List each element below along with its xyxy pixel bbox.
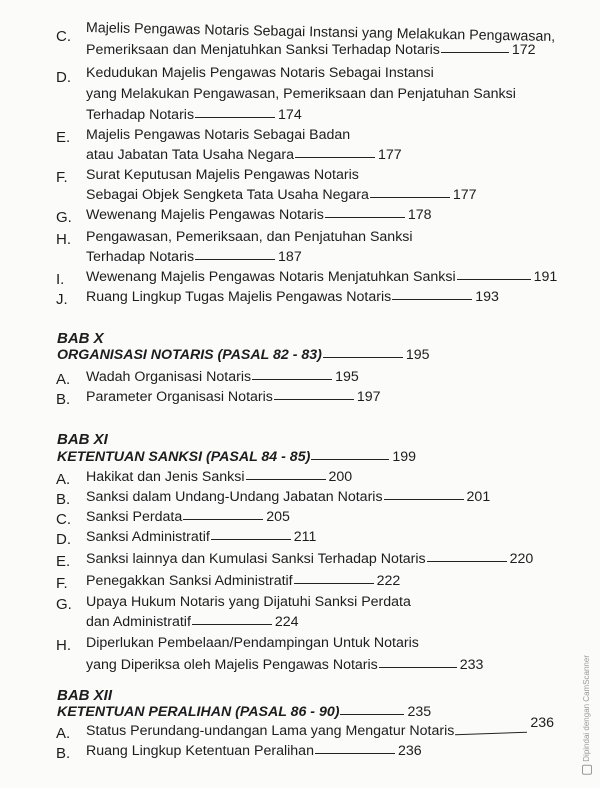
toc-entry-text: Wewenang Majelis Pengawas Notaris	[86, 207, 324, 223]
leader-line	[274, 399, 354, 400]
leader-line	[323, 357, 403, 358]
toc-entry-line	[86, 508, 290, 527]
toc-letter: D.	[56, 531, 71, 548]
toc-entry-line	[86, 106, 302, 125]
leader-line	[340, 714, 404, 715]
toc-page-number: 195	[335, 369, 359, 385]
chapter-title: KETENTUAN PERALIHAN (PASAL 86 - 90)	[57, 704, 340, 720]
leader-line	[192, 624, 272, 625]
chapter-title: KETENTUAN SANKSI (PASAL 84 - 85)	[57, 449, 311, 465]
toc-entry-line	[86, 742, 422, 761]
toc-letter: H.	[56, 231, 71, 248]
toc-entry-line	[86, 388, 381, 407]
toc-letter: B.	[56, 491, 71, 508]
toc-letter: B.	[56, 391, 71, 408]
toc-entry-text: yang Diperiksa oleh Majelis Pengawas Notaris	[86, 657, 378, 673]
scanner-watermark	[582, 655, 592, 775]
chapter-label: BAB XII	[57, 687, 113, 704]
toc-letter: F.	[56, 169, 68, 186]
toc-entry-line	[86, 268, 557, 287]
toc-entry-text: Status Perundang-undangan Lama yang Mengatur Notaris	[86, 723, 455, 739]
leader-line	[183, 519, 263, 520]
toc-entry-text: Sanksi Perdata	[86, 509, 183, 525]
toc-entry-text: Surat Keputusan Majelis Pengawas Notaris	[86, 167, 359, 183]
toc-page-number: 199	[392, 449, 416, 465]
camscanner-logo-icon	[582, 765, 592, 775]
leader-line	[195, 259, 275, 260]
toc-page-number: 224	[274, 614, 299, 630]
leader-line	[457, 279, 531, 280]
toc-entry-text: Terhadap Notaris	[86, 249, 195, 265]
toc-letter: C.	[56, 511, 71, 528]
toc-entry-line	[86, 613, 299, 632]
toc-letter: I.	[56, 271, 65, 288]
toc-page-number: 174	[278, 107, 302, 123]
toc-letter: E.	[56, 553, 71, 570]
toc-entry-line	[86, 488, 490, 507]
leader-line	[294, 583, 374, 584]
toc-entry-text: Wewenang Majelis Pengawas Notaris Menjatuhkan Sanksi	[86, 269, 456, 285]
toc-entry-line	[86, 146, 402, 165]
toc-page-number: 222	[376, 573, 401, 589]
toc-entry-line	[86, 656, 483, 675]
chapter-label: BAB X	[57, 330, 104, 347]
toc-page-number: 193	[475, 289, 499, 305]
toc-entry-text: atau Jabatan Tata Usaha Negara	[86, 147, 294, 163]
chapter-title: ORGANISASI NOTARIS (PASAL 82 - 83)	[57, 347, 322, 363]
toc-letter: A.	[56, 371, 71, 388]
toc-page-number: 236	[397, 743, 422, 759]
toc-entry-text: Sebagai Objek Sengketa Tata Usaha Negara	[86, 187, 369, 203]
leader-line	[455, 732, 527, 736]
toc-page-number: 233	[459, 657, 484, 673]
toc-entry-line	[86, 248, 302, 267]
leader-line	[252, 379, 332, 380]
toc-letter: A.	[56, 471, 71, 488]
toc-page-number: 211	[293, 529, 317, 545]
toc-letter: J.	[56, 291, 68, 308]
toc-entry-text: Hakikat dan Jenis Sanksi	[86, 469, 245, 485]
toc-page-number: 172	[511, 42, 536, 58]
toc-entry-text: Pengawasan, Pemeriksaan, dan Penjatuhan Sanksi	[86, 229, 413, 245]
leader-line	[379, 667, 457, 668]
toc-entry-text: dan Administratif	[86, 614, 191, 630]
toc-page-number: 200	[328, 469, 353, 485]
leader-line	[384, 499, 464, 500]
leader-line	[392, 299, 472, 300]
toc-entry-line	[86, 41, 536, 60]
toc-entry-text: yang Melakukan Pengawasan, Pemeriksaan dan Penjatuhan Sanksi	[86, 86, 516, 102]
toc-entry-text: Ruang Lingkup Ketentuan Peralihan	[86, 743, 314, 759]
toc-page-number: 201	[466, 489, 491, 505]
toc-letter: G.	[56, 596, 72, 613]
watermark-text: Dipindai dengan CamScanner	[582, 655, 591, 762]
leader-line	[441, 52, 509, 53]
toc-entry-text: Sanksi Administratif	[86, 529, 210, 545]
toc-entry-line	[86, 368, 359, 387]
toc-page-number: 177	[377, 147, 402, 163]
toc-entry-text: Diperlukan Pembelaan/Pendampingan Untuk Notaris	[86, 635, 419, 651]
toc-letter: E.	[56, 129, 71, 146]
leader-line	[211, 539, 291, 540]
toc-letter: G.	[56, 209, 72, 226]
toc-page-number: 236	[530, 715, 554, 731]
leader-line	[370, 197, 450, 198]
chapter-title-line	[57, 346, 430, 365]
leader-line	[325, 217, 405, 218]
chapter-title-line	[57, 703, 431, 722]
toc-entry-line	[86, 206, 432, 225]
leader-line	[315, 753, 395, 754]
toc-page-number: 220	[509, 551, 534, 567]
toc-entry-text: Majelis Pengawas Notaris Sebagai Instansi yang Melakukan Pengawasan,	[85, 20, 556, 46]
toc-page-number: 187	[278, 249, 302, 265]
toc-entry-text: Sanksi lainnya dan Kumulasi Sanksi Terhadap Notaris	[86, 551, 426, 567]
toc-letter: D.	[56, 69, 71, 86]
leader-line	[311, 459, 389, 460]
toc-letter: A.	[56, 725, 71, 742]
chapter-title-line	[57, 448, 416, 467]
leader-line	[295, 157, 375, 158]
toc-entry-line	[86, 528, 316, 547]
toc-entry-text: Wadah Organisasi Notaris	[86, 369, 252, 385]
toc-letter: B.	[56, 745, 71, 762]
toc-letter: H.	[56, 637, 71, 654]
toc-entry-text: Pemeriksaan dan Menjatuhkan Sanksi Terhadap Notaris	[86, 42, 440, 58]
toc-letter: C.	[56, 28, 71, 45]
toc-page-number: 195	[405, 347, 430, 363]
toc-page-number: 178	[407, 207, 432, 223]
toc-entry-line	[86, 550, 533, 569]
toc-entry-line	[86, 715, 554, 741]
toc-page-number: 235	[407, 704, 432, 720]
toc-entry-text: Sanksi dalam Undang-Undang Jabatan Notaris	[86, 489, 383, 505]
toc-entry-line	[86, 186, 477, 205]
toc-letter: F.	[56, 575, 68, 592]
toc-entry-text: Ruang Lingkup Tugas Majelis Pengawas Notaris	[86, 289, 392, 305]
toc-entry-text: Majelis Pengawas Notaris Sebagai Badan	[86, 127, 351, 143]
toc-entry-text: Kedudukan Majelis Pengawas Notaris Sebagai Instansi	[86, 65, 434, 81]
toc-entry-text: Upaya Hukum Notaris yang Dijatuhi Sanksi Perdata	[86, 594, 411, 610]
leader-line	[195, 117, 275, 118]
chapter-label: BAB XI	[57, 431, 108, 448]
leader-line	[427, 561, 507, 562]
toc-page-number: 197	[356, 389, 381, 405]
toc-page-number: 205	[266, 509, 290, 525]
toc-entry-line	[86, 288, 499, 307]
leader-line	[246, 479, 326, 480]
toc-entry-text: Penegakkan Sanksi Administratif	[86, 573, 293, 589]
toc-entry-text: Parameter Organisasi Notaris	[86, 389, 273, 405]
toc-page-number: 191	[533, 269, 558, 285]
toc-entry-line	[86, 572, 400, 591]
toc-entry-line	[86, 468, 352, 487]
toc-entry-text: Terhadap Notaris	[86, 107, 195, 123]
toc-page-number: 177	[452, 187, 477, 203]
